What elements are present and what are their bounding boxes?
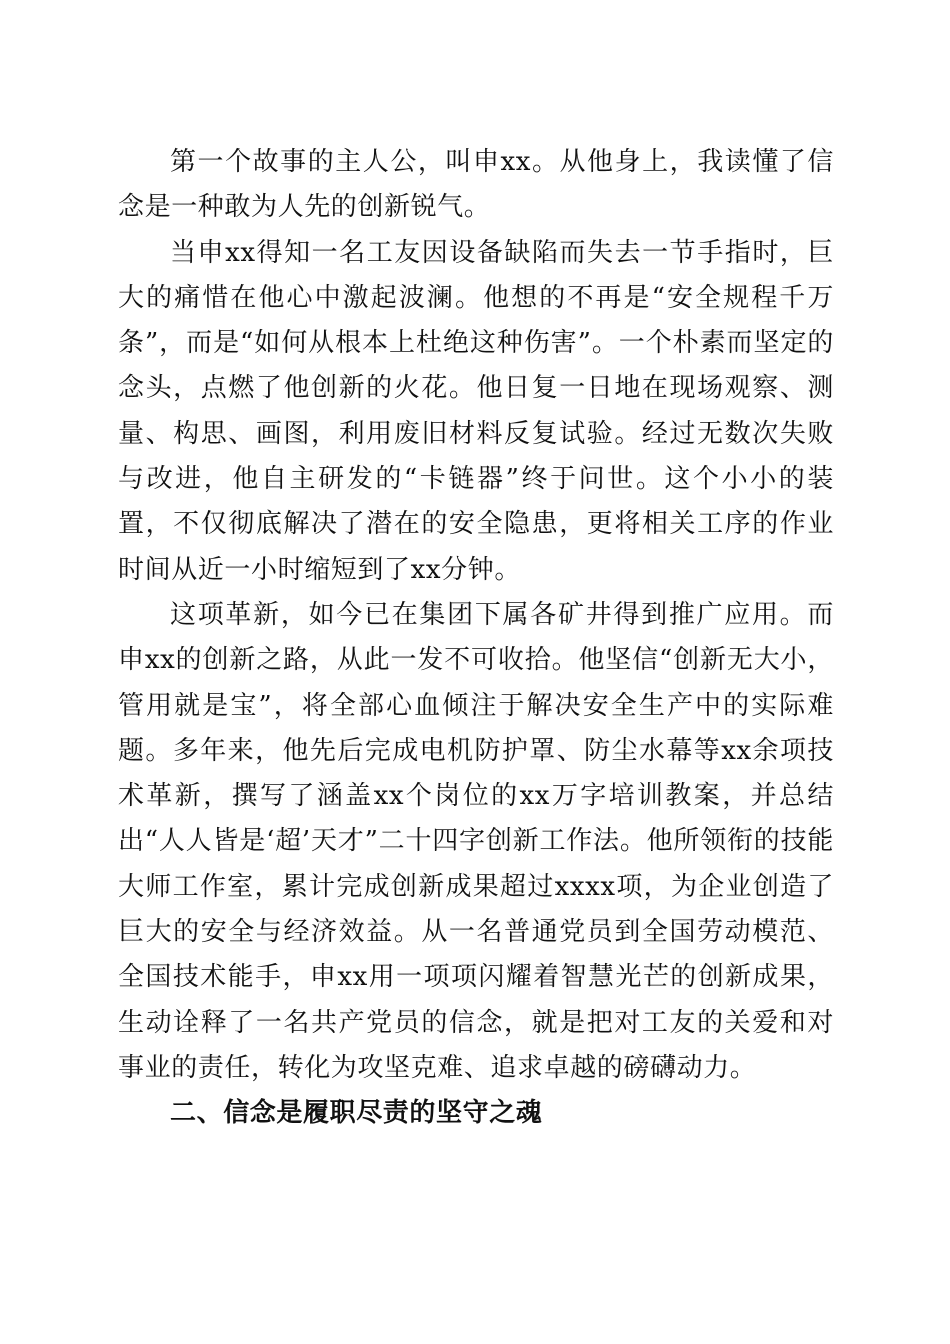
paragraph-invention: 当申xx得知一名工友因设备缺陷而失去一节手指时，巨大的痛惜在他心中激起波澜。他想的不再是“安全规程千万条”，而是“如何从根本上杜绝这种伤害”。一个朴素而坚定的念头，点燃了他创新的火花。他日复一日地在现场观察、测量、构思、画图，利用废旧材料反复试验。经过无数次失败与改进，他自主研发的“卡链器”终于问世。这个小小的装置，不仅彻底解决了潜在的安全隐患，更将相关工序的作业时间从近一小时缩短到了xx分钟。	[118, 237, 834, 585]
paragraph-innovation-results: 这项革新，如今已在集团下属各矿井得到推广应用。而申xx的创新之路，从此一发不可收拾。他坚信“创新无大小，管用就是宝”，将全部心血倾注于解决安全生产中的实际难题。多年来，他先后完成电机防护罩、防尘水幕等xx余项技术革新，撰写了涵盖xx个岗位的xx万字培训教案，并总结出“人人皆是‘超’天才”二十四字创新工作法。他所领衔的技能大师工作室，累计完成创新成果超过xxxx项，为企业创造了巨大的安全与经济效益。从一名普通党员到全国劳动模范、全国技术能手，申xx用一项项闪耀着智慧光芒的创新成果，生动诠释了一名共产党员的信念，就是把对工友的关爱和对事业的责任，转化为攻坚克难、追求卓越的磅礴动力。	[118, 599, 834, 1083]
paragraph-story-intro: 第一个故事的主人公，叫申xx。从他身上，我读懂了信念是一种敢为人先的创新锐气。	[118, 147, 834, 223]
section-heading: 二、信念是履职尽责的坚守之魂	[170, 1098, 543, 1129]
document-body	[118, 140, 834, 1137]
